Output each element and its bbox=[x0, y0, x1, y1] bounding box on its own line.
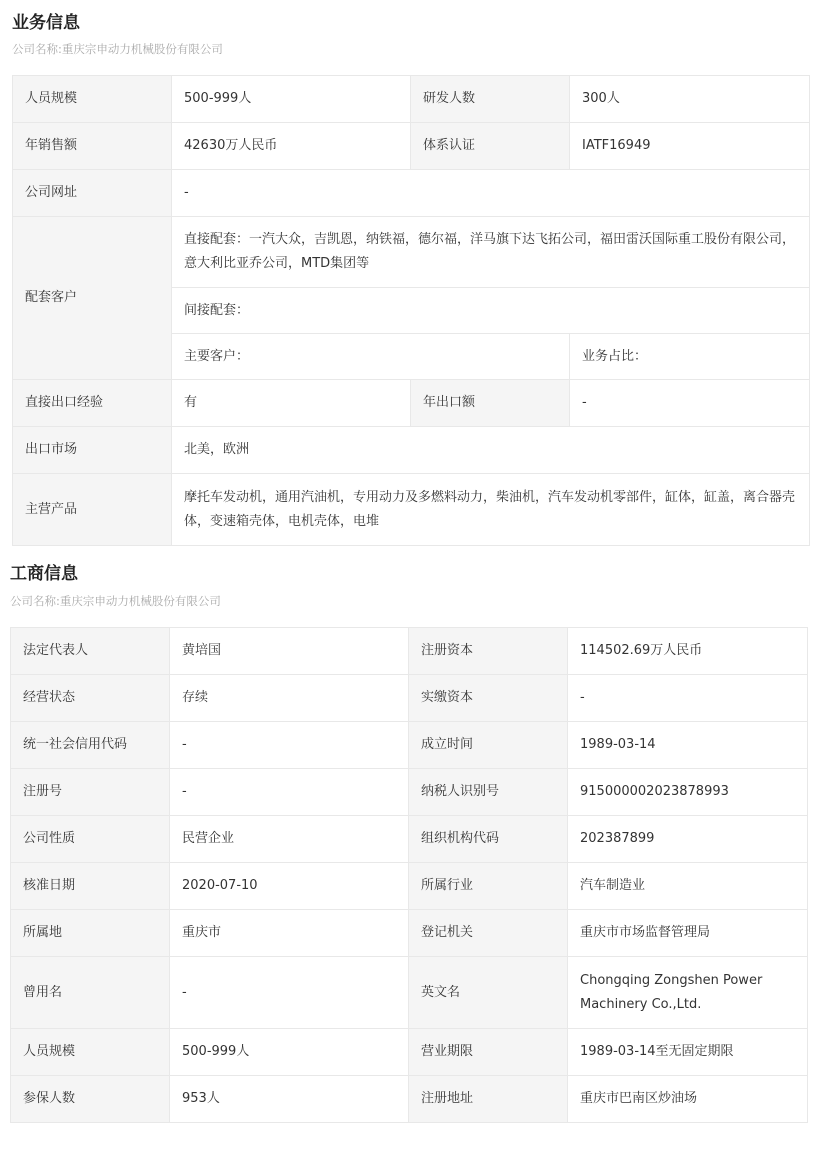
cell-value: 42630万人民币 bbox=[172, 123, 411, 170]
table-row bbox=[11, 722, 808, 769]
cell-label: 主营产品 bbox=[13, 474, 172, 546]
cell-label: 统一社会信用代码 bbox=[11, 722, 170, 769]
cell-label: 参保人数 bbox=[11, 1076, 170, 1123]
table-row bbox=[13, 123, 810, 170]
cell-label: 年销售额 bbox=[13, 123, 172, 170]
section-title: 工商信息 bbox=[10, 564, 78, 584]
cell-label: 直接出口经验 bbox=[13, 380, 172, 427]
cell-label: 注册号 bbox=[11, 769, 170, 816]
cell-label: 出口市场 bbox=[13, 427, 172, 474]
cell-value: 953人 bbox=[170, 1076, 409, 1123]
cell-label: 注册地址 bbox=[409, 1076, 568, 1123]
cell-label: 营业期限 bbox=[409, 1029, 568, 1076]
cell-value: - bbox=[170, 957, 409, 1029]
cell-value: 有 bbox=[172, 380, 411, 427]
table-row bbox=[13, 217, 810, 288]
cell-label: 成立时间 bbox=[409, 722, 568, 769]
cell-label: 注册资本 bbox=[409, 628, 568, 675]
industrial-info-rows bbox=[11, 628, 808, 1123]
cell-label: 研发人数 bbox=[411, 76, 570, 123]
cell-value: 500-999人 bbox=[172, 76, 411, 123]
cell-value: - bbox=[570, 380, 810, 427]
cell-label: 纳税人识别号 bbox=[409, 769, 568, 816]
cell-label: 公司性质 bbox=[11, 816, 170, 863]
cell-value: Chongqing Zongshen Power Machinery Co.,Ltd. bbox=[568, 957, 808, 1029]
cell-value: 1989-03-14 bbox=[568, 722, 808, 769]
table-row bbox=[11, 816, 808, 863]
cell-value: 直接配套：一汽大众，吉凯恩，纳铁福，德尔福，洋马旗下达飞拓公司，福田雷沃国际重工股份有限公司，意大利比亚乔公司，MTD集团等 bbox=[172, 217, 810, 288]
cell-value: IATF16949 bbox=[570, 123, 810, 170]
cell-label: 人员规模 bbox=[13, 76, 172, 123]
cell-value: 114502.69万人民币 bbox=[568, 628, 808, 675]
cell-value: 黄培国 bbox=[170, 628, 409, 675]
cell-value: - bbox=[568, 675, 808, 722]
cell-value: 重庆市巴南区炒油场 bbox=[568, 1076, 808, 1123]
cell-value: 2020-07-10 bbox=[170, 863, 409, 910]
table-row bbox=[11, 1029, 808, 1076]
cell-value: - bbox=[170, 769, 409, 816]
table-row bbox=[13, 170, 810, 217]
cell-value: 北美，欧洲 bbox=[172, 427, 810, 474]
cell-label: 体系认证 bbox=[411, 123, 570, 170]
industrial-info-table bbox=[10, 627, 808, 1123]
cell-value: 500-999人 bbox=[170, 1029, 409, 1076]
cell-value: 间接配套： bbox=[172, 288, 810, 334]
company-name-subtitle: 公司名称:重庆宗申动力机械股份有限公司 bbox=[12, 42, 223, 56]
cell-label: 登记机关 bbox=[409, 910, 568, 957]
section-title: 业务信息 bbox=[12, 13, 80, 33]
table-row bbox=[13, 427, 810, 474]
table-row bbox=[11, 863, 808, 910]
cell-label: 曾用名 bbox=[11, 957, 170, 1029]
cell-label: 配套客户 bbox=[13, 217, 172, 380]
cell-label: 所属地 bbox=[11, 910, 170, 957]
company-name-subtitle: 公司名称:重庆宗申动力机械股份有限公司 bbox=[10, 594, 221, 608]
cell-value: 915000002023878993 bbox=[568, 769, 808, 816]
cell-label: 经营状态 bbox=[11, 675, 170, 722]
table-row bbox=[11, 957, 808, 1029]
cell-value: 300人 bbox=[570, 76, 810, 123]
cell-value: - bbox=[172, 170, 810, 217]
cell-value: 重庆市 bbox=[170, 910, 409, 957]
table-row bbox=[13, 474, 810, 546]
table-row bbox=[11, 628, 808, 675]
cell-label: 人员规模 bbox=[11, 1029, 170, 1076]
cell-value: 202387899 bbox=[568, 816, 808, 863]
cell-label: 核准日期 bbox=[11, 863, 170, 910]
cell-label: 所属行业 bbox=[409, 863, 568, 910]
cell-value: 民营企业 bbox=[170, 816, 409, 863]
table-row bbox=[11, 1076, 808, 1123]
cell-label: 实缴资本 bbox=[409, 675, 568, 722]
cell-value: 重庆市市场监督管理局 bbox=[568, 910, 808, 957]
cell-label: 法定代表人 bbox=[11, 628, 170, 675]
cell-label: 年出口额 bbox=[411, 380, 570, 427]
cell-value: 汽车制造业 bbox=[568, 863, 808, 910]
table-row bbox=[11, 675, 808, 722]
table-row bbox=[13, 380, 810, 427]
table-row bbox=[13, 76, 810, 123]
cell-label: 英文名 bbox=[409, 957, 568, 1029]
cell-value: 业务占比： bbox=[570, 334, 810, 380]
table-row bbox=[11, 910, 808, 957]
cell-value: 摩托车发动机，通用汽油机，专用动力及多燃料动力，柴油机，汽车发动机零部件，缸体，缸盖，离合器壳体，变速箱壳体，电机壳体，电堆 bbox=[172, 474, 810, 546]
cell-label: 组织机构代码 bbox=[409, 816, 568, 863]
cell-value: 主要客户： bbox=[172, 334, 570, 380]
cell-value: 1989-03-14至无固定期限 bbox=[568, 1029, 808, 1076]
cell-value: - bbox=[170, 722, 409, 769]
cell-label: 公司网址 bbox=[13, 170, 172, 217]
cell-value: 存续 bbox=[170, 675, 409, 722]
business-info-table bbox=[12, 75, 810, 546]
table-row bbox=[11, 769, 808, 816]
